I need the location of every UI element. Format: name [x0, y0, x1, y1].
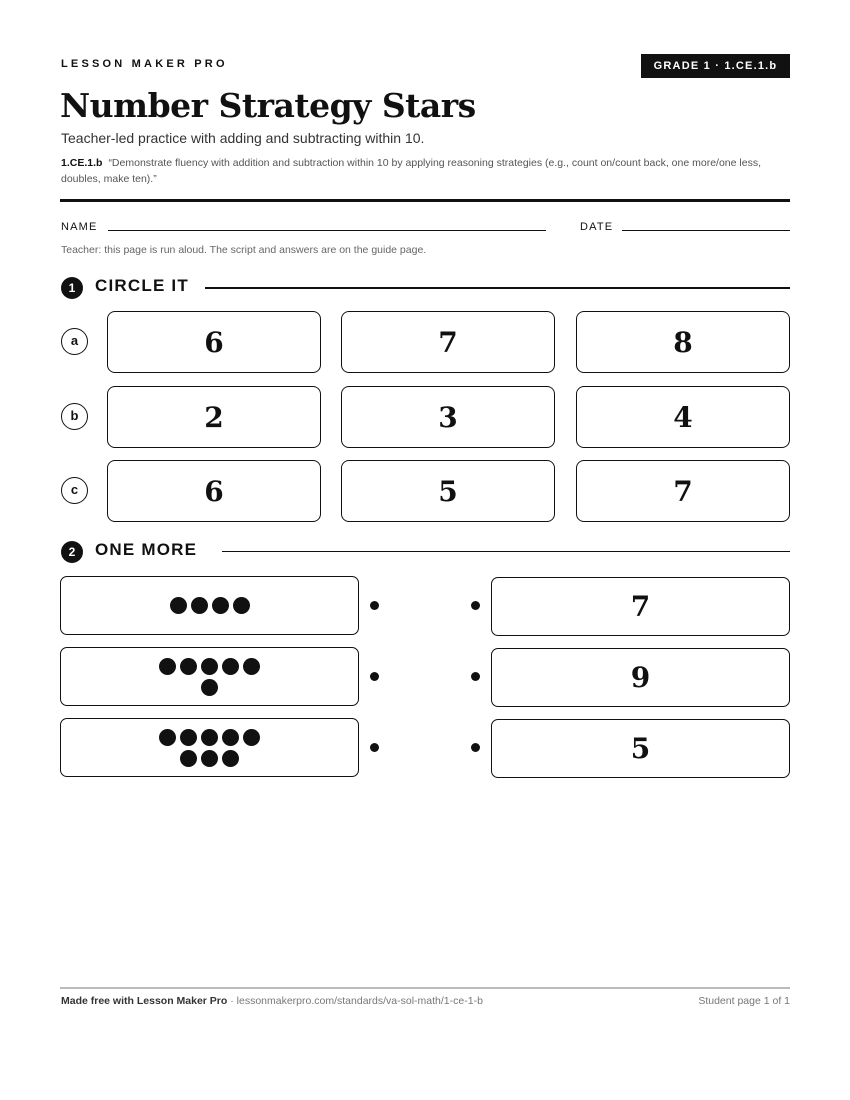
section-2-title: ONE MORE — [95, 540, 198, 559]
counting-dot — [222, 658, 239, 675]
number-choice[interactable]: 7 — [341, 311, 555, 373]
number-choice[interactable]: 3 — [341, 386, 555, 448]
counting-dot — [243, 658, 260, 675]
counting-dot — [159, 729, 176, 746]
match-point-right[interactable] — [471, 743, 480, 752]
number-choice[interactable]: 4 — [576, 386, 790, 448]
counting-dot — [222, 750, 239, 767]
answer-number-card[interactable]: 7 — [491, 577, 790, 636]
counting-dot — [180, 750, 197, 767]
number-choice[interactable]: 8 — [576, 311, 790, 373]
date-line[interactable] — [622, 230, 790, 231]
match-point-left[interactable] — [370, 601, 379, 610]
dot-group-card[interactable] — [60, 718, 359, 777]
dot-group-card[interactable] — [60, 647, 359, 706]
footer-made: Made free with Lesson Maker Pro — [61, 995, 228, 1007]
name-label: NAME — [61, 221, 98, 233]
match-point-right[interactable] — [471, 672, 480, 681]
grade-badge: GRADE 1 · 1.CE.1.b — [641, 54, 790, 78]
header-divider — [60, 199, 790, 202]
brand-name: LESSON MAKER PRO — [61, 58, 228, 70]
footer-credit — [61, 995, 483, 1007]
counting-dot — [201, 658, 218, 675]
section-2-divider — [222, 551, 790, 552]
number-choice[interactable]: 5 — [341, 460, 555, 522]
counting-dot — [159, 658, 176, 675]
section-1-title: CIRCLE IT — [95, 276, 189, 295]
standard-code: 1.CE.1.b — [61, 157, 103, 169]
number-choice[interactable]: 2 — [107, 386, 321, 448]
footer-page: Student page 1 of 1 — [698, 995, 790, 1007]
match-point-left[interactable] — [370, 743, 379, 752]
section-2-number: 2 — [61, 541, 83, 563]
counting-dot — [201, 729, 218, 746]
counting-dot — [170, 597, 187, 614]
counting-dot — [222, 729, 239, 746]
counting-dot — [191, 597, 208, 614]
dot-row — [170, 597, 250, 614]
match-point-right[interactable] — [471, 601, 480, 610]
page-title: Number Strategy Stars — [60, 86, 476, 125]
footer-divider — [60, 987, 790, 989]
answer-number-card[interactable]: 5 — [491, 719, 790, 778]
standard-description — [61, 155, 773, 187]
number-choice[interactable]: 6 — [107, 460, 321, 522]
row-letter-1: b — [61, 403, 88, 430]
row-letter-2: c — [61, 477, 88, 504]
row-letter-0: a — [61, 328, 88, 355]
standard-text: “Demonstrate fluency with addition and subtraction within 10 by applying reasoning strategies (e.g., count on/count back, one more/one less, doubles, make ten).” — [61, 157, 761, 185]
section-1-divider — [205, 287, 790, 289]
dot-row — [159, 658, 260, 675]
footer-url: · lessonmakerpro.com/standards/va-sol-math/1-ce-1-b — [227, 995, 483, 1007]
dot-group-card[interactable] — [60, 576, 359, 635]
counting-dot — [201, 750, 218, 767]
dot-row — [201, 679, 218, 696]
counting-dot — [212, 597, 229, 614]
teacher-note: Teacher: this page is run aloud. The script and answers are on the guide page. — [61, 244, 427, 256]
section-1-number: 1 — [61, 277, 83, 299]
counting-dot — [201, 679, 218, 696]
counting-dot — [243, 729, 260, 746]
page-subtitle: Teacher-led practice with adding and subtracting within 10. — [61, 130, 425, 146]
date-label: DATE — [580, 221, 614, 233]
counting-dot — [180, 729, 197, 746]
match-point-left[interactable] — [370, 672, 379, 681]
counting-dot — [180, 658, 197, 675]
counting-dot — [233, 597, 250, 614]
name-line[interactable] — [108, 230, 546, 231]
number-choice[interactable]: 7 — [576, 460, 790, 522]
dot-row — [159, 729, 260, 746]
number-choice[interactable]: 6 — [107, 311, 321, 373]
dot-row — [180, 750, 239, 767]
answer-number-card[interactable]: 9 — [491, 648, 790, 707]
